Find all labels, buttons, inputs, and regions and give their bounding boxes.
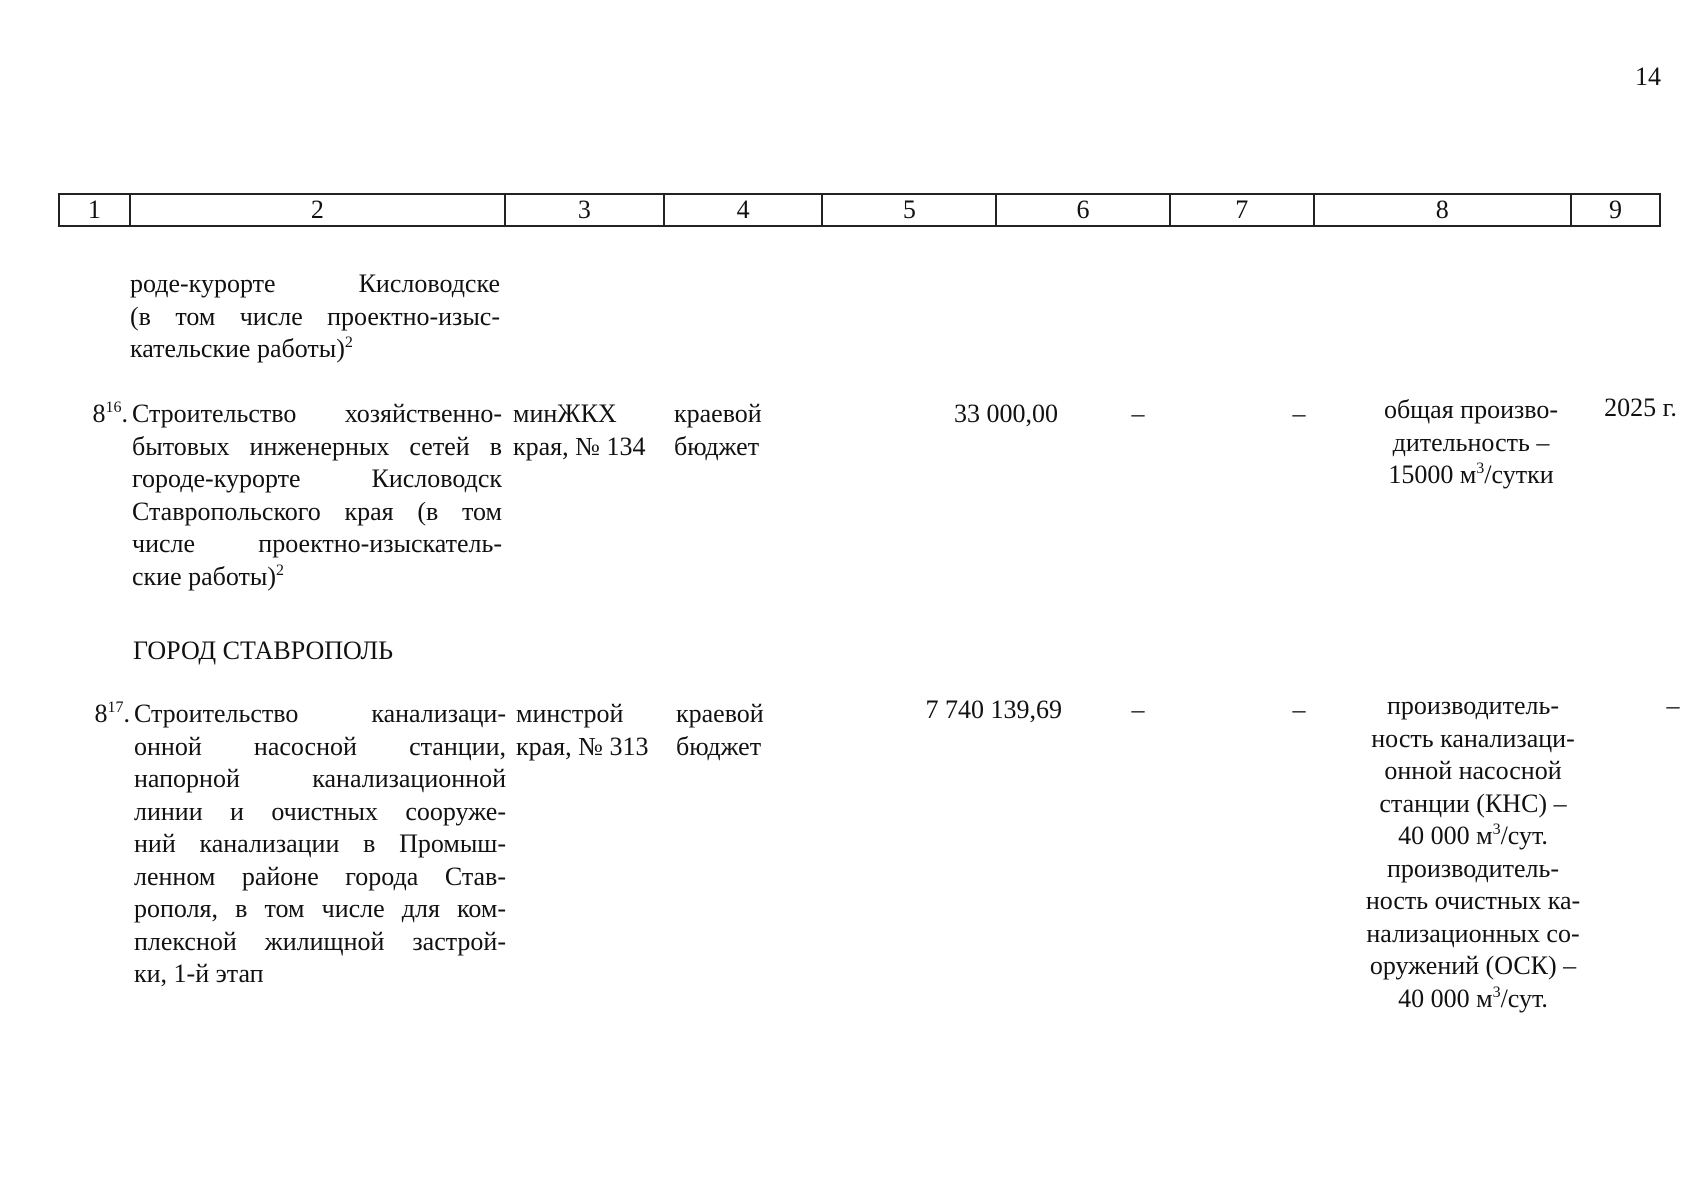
column-number: 6 <box>996 194 1170 226</box>
column-number: 2 <box>130 194 505 226</box>
column-header-table <box>58 193 1661 227</box>
page-number: 14 <box>1635 62 1661 91</box>
capacity: общая произво- дительность – 15000 $м^3$/сутки <box>1383 395 1559 489</box>
funding-source: краевой бюджет <box>676 699 764 761</box>
column-header-row <box>59 194 1660 226</box>
object-name: Строительство канализаци- онной насосной станции, напорной канализационной линии и очистных сооруже- ний канализации в Промыш- ленном районе города Став- рополя, в том числе для ком- плексной жилищной застрой- ки, 1-й этап <box>134 699 506 988</box>
executor: минЖКХ края, № 134 <box>513 399 646 461</box>
amount: 7 740 139,69 <box>925 695 1062 724</box>
completion-year: 2025 г. <box>1604 393 1677 422</box>
executor: минстрой края, № 313 <box>516 699 649 761</box>
column-number: 4 <box>664 194 823 226</box>
section-title: ГОРОД СТАВРОПОЛЬ <box>133 636 394 665</box>
column-7-value: – <box>1292 399 1306 428</box>
column-number: 9 <box>1571 194 1660 226</box>
row-number: $8^{16}$. <box>92 399 128 428</box>
column-number: 7 <box>1170 194 1314 226</box>
column-number: 5 <box>822 194 996 226</box>
column-number: 1 <box>59 194 130 226</box>
funding-source: краевой бюджет <box>674 399 762 461</box>
continuation-text: роде-курорте Кисловодске (в том числе проектно-изыс- кательские работы)$^2$ <box>130 269 500 363</box>
capacity: производитель- ность канализаци- онной насосной станции (КНС) – 40 000 $м^3$/сут. производитель- ность очистных ка- нализационных со- оружений (ОСК) – 40 000 $м^3$/сут. <box>1365 691 1581 1013</box>
column-6-value: – <box>1131 695 1145 724</box>
row-number: $8^{17}$. <box>94 699 130 728</box>
completion-year: – <box>1666 691 1680 720</box>
column-number: 8 <box>1314 194 1571 226</box>
column-number: 3 <box>505 194 664 226</box>
object-name: Строительство хозяйственно- бытовых инженерных сетей в городе-курорте Кисловодск Ставропольского края (в том числе проектно-изыскатель- ские работы)$^2$ <box>132 399 502 591</box>
column-7-value: – <box>1292 695 1306 724</box>
column-6-value: – <box>1131 399 1145 428</box>
amount: 33 000,00 <box>954 399 1058 428</box>
